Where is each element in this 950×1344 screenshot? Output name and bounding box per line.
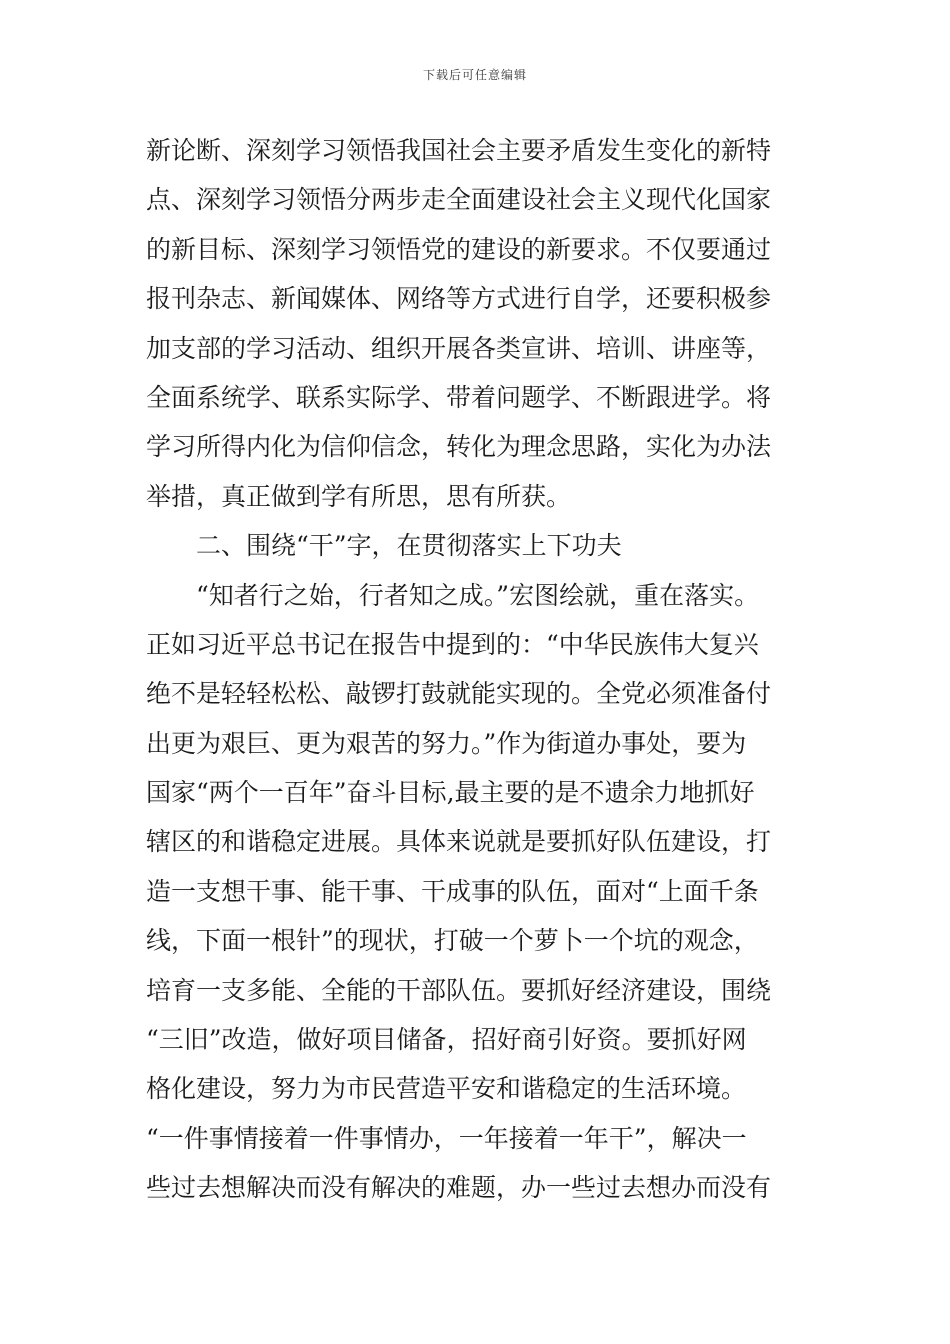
text-line: “三旧”改造，做好项目储备，招好商引好资。要抓好网 xyxy=(146,1025,747,1055)
text-line: 举措，真正做到学有所思，思有所获。 xyxy=(146,481,572,511)
text-line: 全面系统学、联系实际学、带着问题学、不断跟进学。将 xyxy=(146,382,772,412)
text-line: 点、深刻学习领悟分两步走全面建设社会主义现代化国家 xyxy=(146,185,772,215)
page-header-note: 下载后可任意编辑 xyxy=(422,68,527,82)
text-line: 报刊杂志、新闻媒体、网络等方式进行自学，还要积极参 xyxy=(146,284,772,314)
section-heading: 二、围绕“干”字，在贯彻落实上下功夫 xyxy=(196,531,622,561)
text-line: 格化建设，努力为市民营造平安和谐稳定的生活环境。 xyxy=(146,1074,747,1104)
paragraph-first-line: “知者行之始，行者知之成。”宏图绘就，重在落实。 xyxy=(196,580,760,610)
text-line: 培育一支多能、全能的干部队伍。要抓好经济建设，围绕 xyxy=(146,975,772,1005)
text-line: 出更为艰巨、更为艰苦的努力。”作为街道办事处，要为 xyxy=(146,728,747,758)
text-line: 些过去想解决而没有解决的难题，办一些过去想办而没有 xyxy=(146,1173,772,1203)
text-line: 学习所得内化为信仰信念，转化为理念思路，实化为办法 xyxy=(146,432,772,462)
text-line: 国家“两个一百年”奋斗目标,最主要的是不遗余力地抓好 xyxy=(146,778,755,808)
document-body xyxy=(146,126,818,1213)
text-line: 新论断、深刻学习领悟我国社会主要矛盾发生变化的新特 xyxy=(146,136,772,165)
text-line: 造一支想干事、能干事、干成事的队伍，面对“上面千条 xyxy=(146,876,759,906)
text-line: “一件事情接着一件事情办，一年接着一年干”，解决一 xyxy=(146,1123,747,1153)
text-line: 加支部的学习活动、组织开展各类宣讲、培训、讲座等， xyxy=(146,333,772,363)
text-line: 辖区的和谐稳定进展。具体来说就是要抓好队伍建设，打 xyxy=(146,827,772,857)
text-line: 线，下面一根针”的现状，打破一个萝卜一个坑的观念， xyxy=(146,926,759,956)
text-line: 正如习近平总书记在报告中提到的：“中华民族伟大复兴 xyxy=(146,629,759,659)
text-line: 绝不是轻轻松松、敲锣打鼓就能实现的。全党必须准备付 xyxy=(146,679,772,709)
text-line: 的新目标、深刻学习领悟党的建设的新要求。不仅要通过 xyxy=(146,234,772,264)
